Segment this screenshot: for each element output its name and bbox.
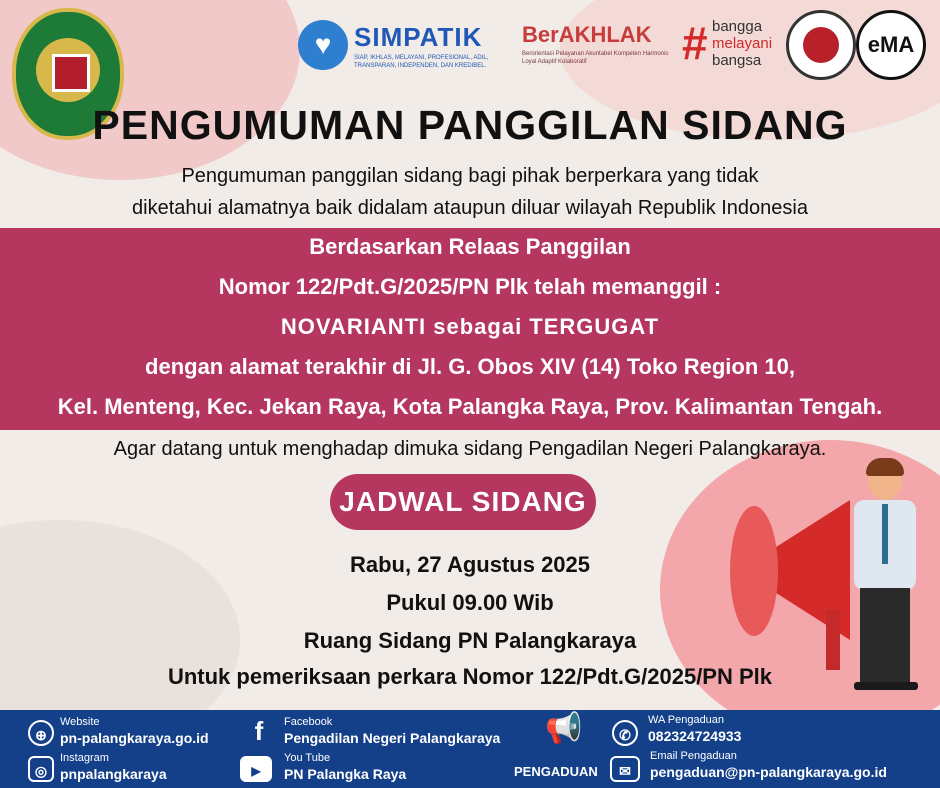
bangga-line3: bangsa [712, 52, 762, 69]
wa-label: WA Pengaduan [648, 714, 725, 726]
band-line3: NOVARIANTI sebagai TERGUGAT [280, 314, 660, 339]
announcer-illustration [840, 460, 930, 690]
megaphone-small-icon: 📢 [545, 712, 583, 745]
whatsapp-icon: ✆ [612, 720, 638, 746]
simpatik-logo [298, 20, 510, 72]
berakhlak-tagline: Berorientasi Pelayanan Akuntabel Kompeten Harmonis Loyal Adaptif Kolaboratif [522, 51, 669, 65]
band-line2: Nomor 122/Pdt.G/2025/PN Plk telah memanggil : [218, 274, 722, 299]
facebook-icon: f [254, 716, 264, 746]
hands-icon: ♥ [298, 20, 348, 70]
website-link[interactable]: pn-palangkaraya.go.id [60, 730, 209, 746]
simpatik-name: SIMPATIK [354, 22, 483, 52]
intro-text [0, 160, 940, 224]
bangga-line2: melayani [712, 35, 773, 52]
email-icon: ✉ [610, 756, 640, 782]
schedule-heading: JADWAL SIDANG [330, 474, 596, 530]
pengaduan-label: PENGADUAN [514, 764, 598, 779]
facebook-link[interactable]: Pengadilan Negeri Palangkaraya [284, 730, 501, 746]
person-hair [866, 458, 904, 476]
berakhlak-logo [522, 22, 682, 66]
intro-line1: Pengumuman panggilan sidang bagi pihak berperkara yang tidak [181, 165, 759, 187]
band-line5: Kel. Menteng, Kec. Jekan Raya, Kota Palangka Raya, Prov. Kalimantan Tengah. [57, 394, 883, 419]
email-link[interactable]: pengaduan@pn-palangkaraya.go.id [650, 764, 887, 780]
megaphone-mouth [730, 506, 778, 636]
court-logo-shield [52, 54, 90, 92]
band-line1: Berdasarkan Relaas Panggilan [309, 234, 631, 259]
website-label: Website [60, 716, 100, 728]
simpatik-tagline: SIAP, IKHLAS, MELAYANI, PROFESIONAL, ADIL, TRANSPARAN, INDEPENDEN, DAN KREDIBEL. [354, 55, 489, 69]
berakhlak-name: BerAKHLAK [522, 22, 652, 47]
schedule-time: Pukul 09.00 Wib [386, 590, 554, 615]
person-shoes [854, 682, 918, 690]
instagram-link[interactable]: pnpalangkaraya [60, 766, 167, 782]
ema-badge: eMA [856, 10, 926, 80]
page-title: PENGUMUMAN PANGGILAN SIDANG [92, 102, 848, 148]
globe-icon: ⊕ [28, 720, 54, 746]
hashtag-icon: # [682, 17, 708, 69]
youtube-icon: ▶ [240, 756, 272, 782]
band-line4: dengan alamat terakhir di Jl. G. Obos XIV (14) Toko Region 10, [145, 354, 795, 379]
person-tie [882, 504, 888, 564]
instagram-label: Instagram [60, 752, 109, 764]
intro-line2: diketahui alamatnya baik didalam ataupun diluar wilayah Republik Indonesia [132, 197, 808, 219]
certification-badge [786, 10, 856, 80]
schedule-room: Ruang Sidang PN Palangkaraya [303, 628, 637, 653]
bangga-line1: bangga [712, 18, 763, 35]
instagram-icon: ◎ [28, 756, 54, 782]
youtube-label: You Tube [284, 752, 331, 764]
attend-notice: Agar datang untuk menghadap dimuka sidang Pengadilan Negeri Palangkaraya. [113, 438, 827, 460]
facebook-label: Facebook [284, 716, 333, 728]
email-label: Email Pengaduan [650, 750, 737, 762]
building-icon [803, 27, 839, 63]
schedule-purpose: Untuk pemeriksaan perkara Nomor 122/Pdt.G/2025/PN Plk [167, 664, 773, 689]
person-legs [860, 588, 910, 684]
wa-number[interactable]: 082324724933 [648, 728, 742, 744]
youtube-link[interactable]: PN Palangka Raya [284, 766, 407, 782]
footer-bar [0, 710, 940, 788]
megaphone-stand [826, 610, 840, 670]
schedule-date: Rabu, 27 Agustus 2025 [349, 552, 591, 577]
bangga-melayani-logo [682, 16, 792, 72]
